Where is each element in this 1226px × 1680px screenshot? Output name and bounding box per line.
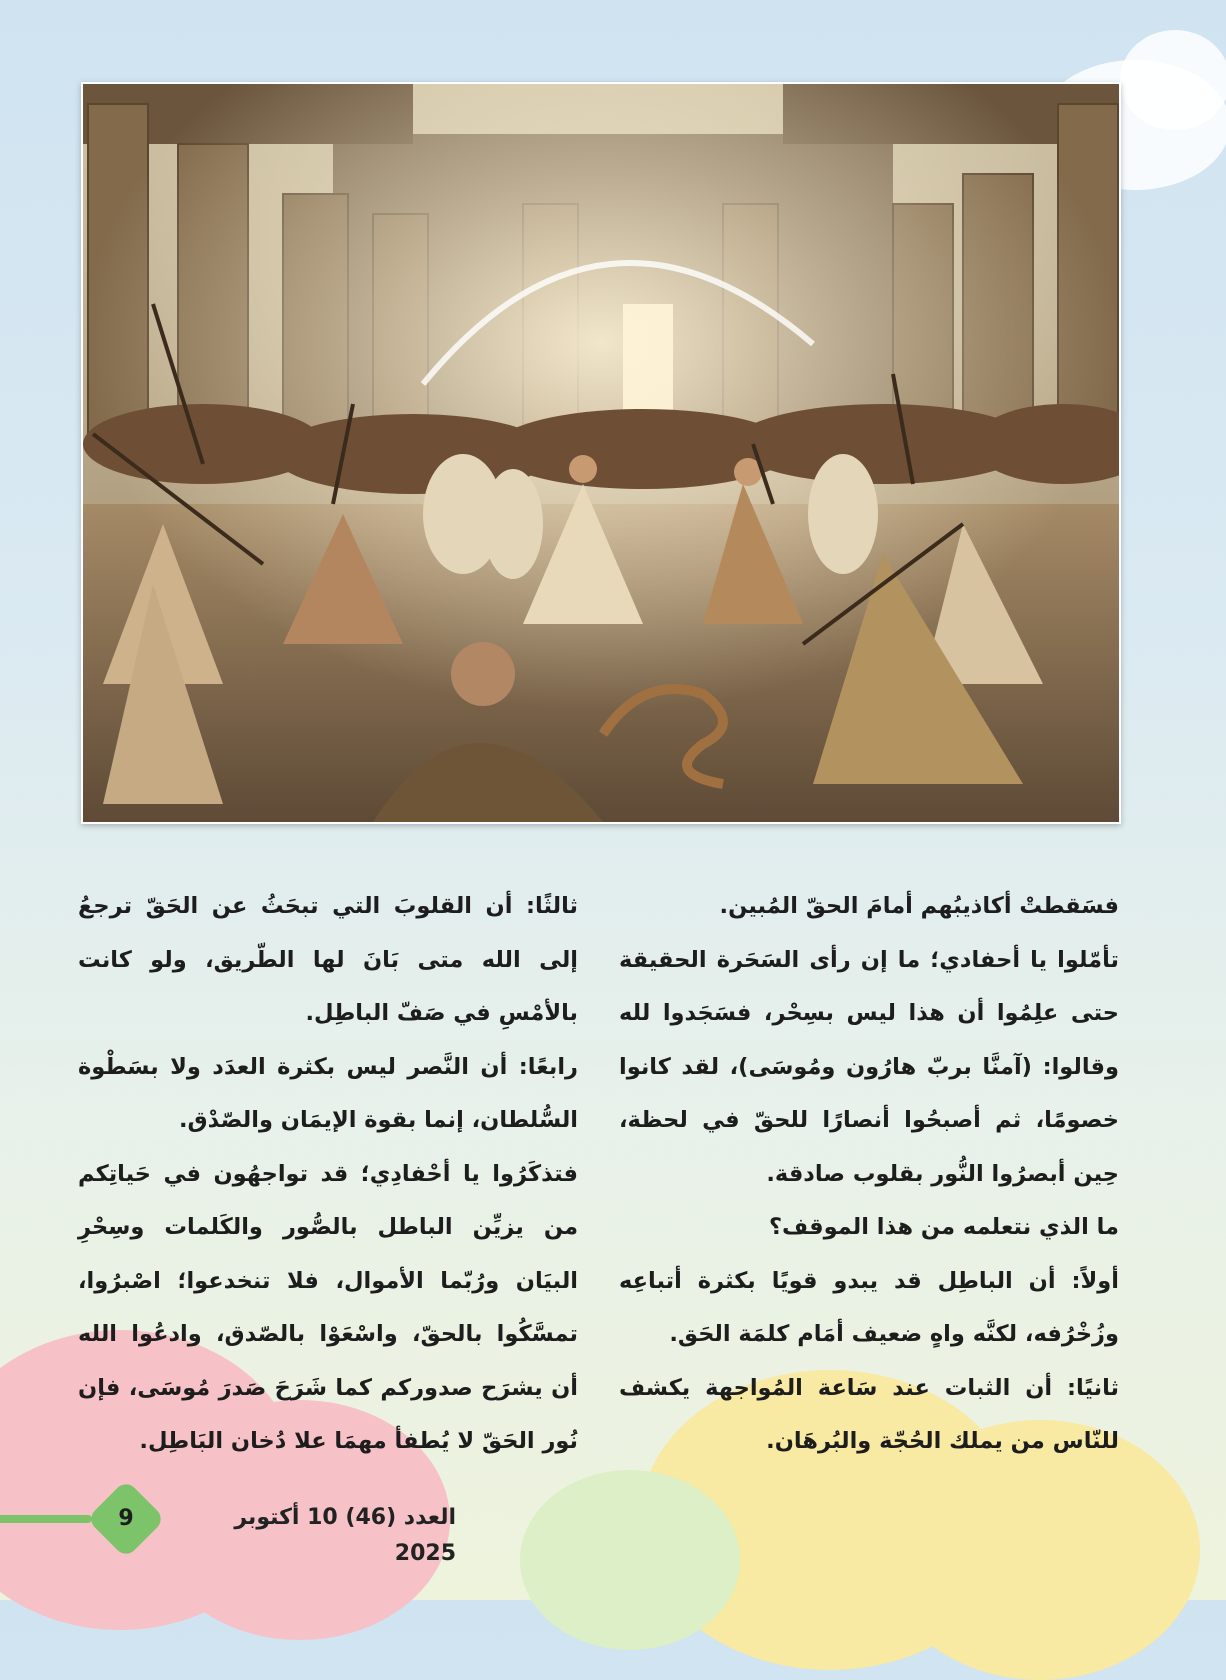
text-column-right (619, 880, 1119, 1469)
paragraph: فسَقطتْ أكاذيبُهم أمامَ الحقّ المُبين. (719, 893, 1119, 919)
text-column-left (78, 880, 578, 1469)
paragraph: رابعًا: أن النَّصر ليس بكثرة العدَد ولا بسَطْوة السُّلطان، إنما بقوة الإيمَان والصّدْق. (78, 1053, 578, 1133)
issue-info: العدد (46) 10 أكتوبر 2025 (234, 1505, 456, 1566)
decorative-cloud (1120, 30, 1226, 130)
footer-accent-bar (0, 1515, 92, 1523)
paragraph: ثانيًا: أن الثبات عند سَاعة المُواجهة يكشف للنّاس من يملك الحُجّة والبُرهَان. (619, 1374, 1119, 1454)
question-heading: ما الذي نتعلمه من هذا الموقف؟ (769, 1214, 1119, 1240)
temple-illustration (83, 84, 1119, 822)
paragraph: تأمّلوا يا أحفادي؛ ما إن رأى السَحَرة الحقيقة حتى علِمُوا أن هذا ليس بسِحْر، فسَجَدوا لله وقالوا: (آمنَّا بربّ هارُون ومُوسَى)، لقد كانوا خصومًا، ثم أصبحُوا أنصارًا للحقّ في لحظة، حِين أبصرُوا النُّور بقلوب صادقة. (619, 946, 1119, 1187)
paragraph: ثالثًا: أن القلوبَ التي تبحَثُ عن الحَقّ ترجعُ إلى الله متى بَانَ لها الطّريق، ولو كانت بالأمْسِ في صَفّ الباطِل. (78, 893, 578, 1026)
page-number: 9 (118, 1506, 134, 1531)
paragraph: أولاً: أن الباطِل قد يبدو قويًا بكثرة أتباعِه وزُخْرُفه، لكنَّه واهٍ ضعيف أمَام كلمَة الحَق. (619, 1267, 1119, 1347)
paragraph: فتذكَرُوا يا أحْفادِي؛ قد تواجهُون في حَياتِكم من يزيِّن الباطل بالصُّور والكَلمات وسِحْرِ البيَان ورُبّما الأموال، فلا تنخدعوا؛ اصْبرُوا، تمسَّكُوا بالحقّ، واسْعَوْا بالصّدق، وادعُوا الله أن يشرَح صدوركم كما شَرَحَ صَدرَ مُوسَى، فإن نُور الحَقّ لا يُطفأ مهمَا علا دُخان البَاطِل. (78, 1160, 578, 1454)
illustration-temple-scene (81, 82, 1121, 824)
decorative-cloud (520, 1470, 740, 1650)
